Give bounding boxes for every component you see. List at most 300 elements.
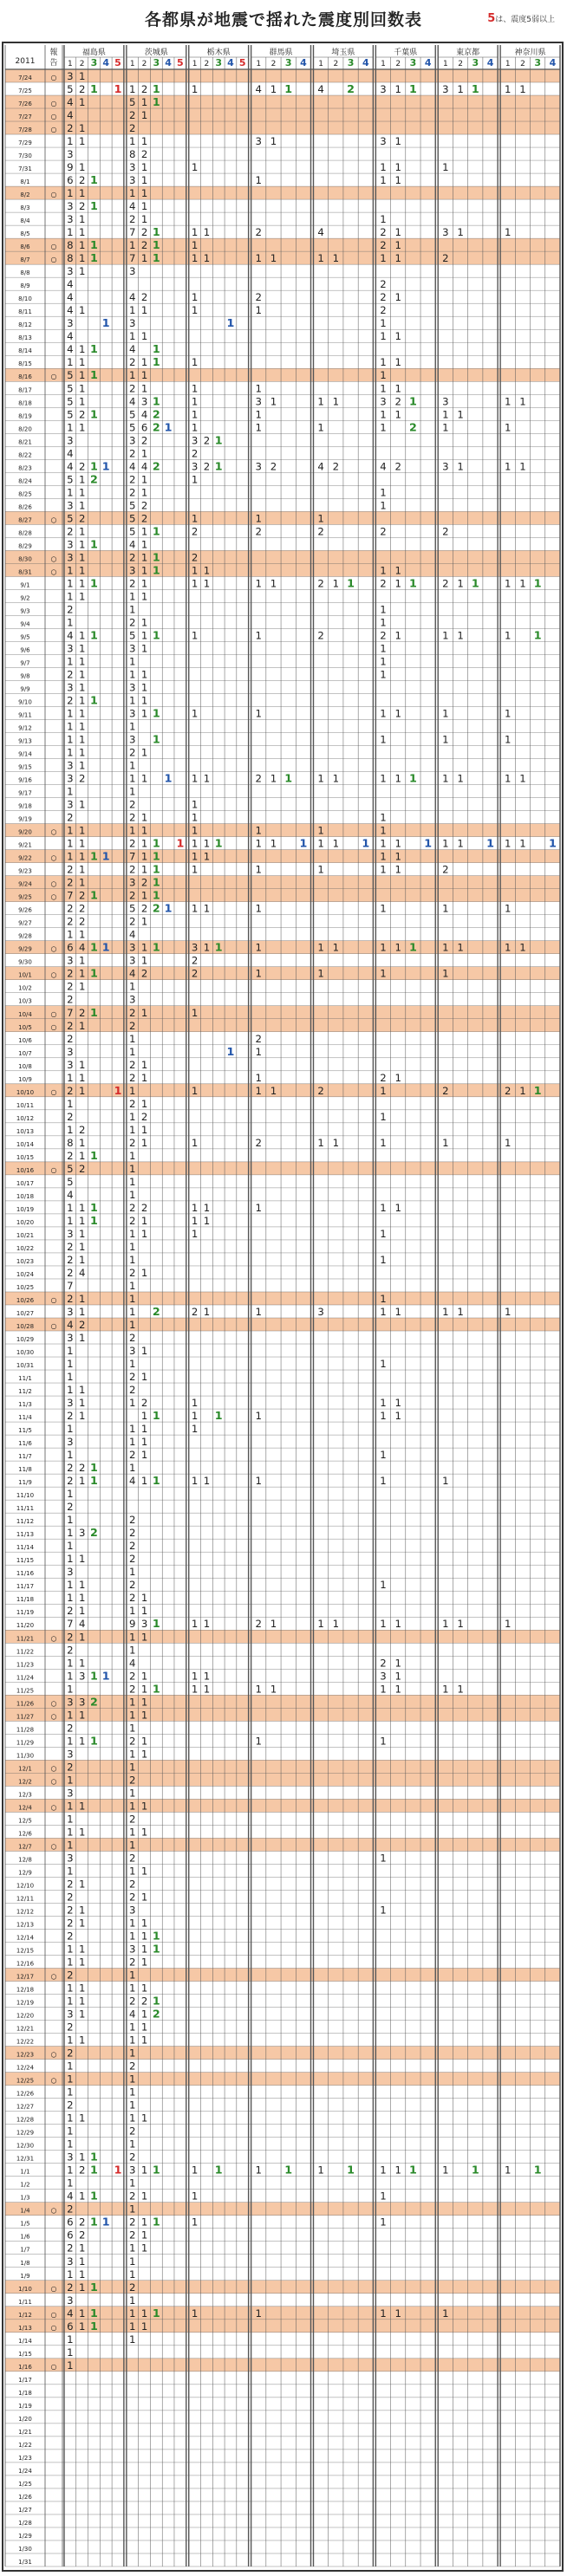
date-cell: 12/23 <box>16 2051 35 2059</box>
count-cell: 1 <box>424 836 433 850</box>
scale-header: 2 <box>141 60 147 68</box>
highlight-row <box>5 1773 560 1786</box>
count-cell: 1 <box>78 564 86 577</box>
count-cell: 1 <box>78 967 86 980</box>
count-cell: 1 <box>255 1683 262 1696</box>
count-cell: 1 <box>129 83 136 96</box>
count-cell: 1 <box>380 2307 387 2320</box>
count-cell: 1 <box>457 226 464 239</box>
scale-header: 4 <box>227 57 234 68</box>
count-cell: 1 <box>129 1917 136 1930</box>
count-cell: 1 <box>140 447 148 460</box>
count-cell: 1 <box>129 1800 136 1813</box>
date-cell: 1/4 <box>20 2207 30 2215</box>
count-cell: 1 <box>140 681 148 694</box>
count-cell: 1 <box>140 161 148 174</box>
count-cell: 1 <box>176 836 185 850</box>
count-cell: 1 <box>140 707 148 720</box>
count-cell: 3 <box>442 226 449 239</box>
count-cell: 1 <box>78 252 86 265</box>
count-cell: 1 <box>90 238 98 252</box>
count-cell: 5 <box>67 408 74 421</box>
count-cell: 1 <box>129 1045 136 1058</box>
count-cell: 1 <box>380 382 387 395</box>
count-cell: 1 <box>317 941 324 954</box>
count-cell: 2 <box>78 83 86 96</box>
highlight-row <box>5 1318 560 1331</box>
count-cell: 1 <box>140 1592 148 1605</box>
count-cell: 1 <box>140 1748 148 1761</box>
scale-header: 2 <box>458 60 463 68</box>
count-cell: 2 <box>67 902 74 915</box>
count-cell: 3 <box>317 1305 324 1318</box>
count-cell: 1 <box>129 1188 136 1201</box>
count-cell: 1 <box>67 1358 74 1371</box>
date-cell: 1/9 <box>20 2272 30 2280</box>
count-cell: 1 <box>152 706 160 720</box>
highlight-row <box>5 1630 560 1643</box>
count-cell: 1 <box>380 850 387 863</box>
count-cell: 4 <box>67 291 74 304</box>
date-cell: 12/6 <box>18 1830 32 1838</box>
scale-header: 1 <box>505 60 511 68</box>
date-cell: 1/10 <box>18 2285 32 2293</box>
count-cell: 1 <box>67 1865 74 1878</box>
date-cell: 12/30 <box>16 2142 35 2150</box>
count-cell: 1 <box>140 1214 148 1227</box>
count-cell: 1 <box>129 2021 136 2034</box>
date-cell: 10/15 <box>16 1153 35 1161</box>
count-cell: 1 <box>78 356 86 369</box>
count-cell: 1 <box>255 2307 262 2320</box>
count-cell: 1 <box>442 2307 449 2320</box>
count-cell: 7 <box>129 850 136 863</box>
count-cell: 2 <box>78 1319 86 1332</box>
count-cell: 2 <box>129 2216 136 2229</box>
count-cell: 2 <box>129 2229 136 2242</box>
count-cell: 5 <box>67 382 74 395</box>
scale-header: 3 <box>153 57 160 68</box>
count-cell: 1 <box>67 1813 74 1826</box>
count-cell: 1 <box>140 915 148 928</box>
count-cell: 1 <box>78 863 86 876</box>
count-cell: 1 <box>129 1123 136 1136</box>
date-cell: 12/13 <box>16 1921 35 1929</box>
legend-five-mark: 5 <box>487 12 496 25</box>
count-cell: 1 <box>140 2164 148 2177</box>
count-cell: 8 <box>129 148 136 161</box>
count-cell: 7 <box>67 1279 74 1292</box>
count-cell: 1 <box>101 849 110 863</box>
count-cell: 3 <box>129 876 136 889</box>
report-mark: ○ <box>50 1712 57 1721</box>
count-cell: 1 <box>255 1084 262 1097</box>
count-cell: 2 <box>129 1019 136 1032</box>
date-cell: 11/1 <box>18 1375 32 1383</box>
count-cell: 2 <box>129 213 136 226</box>
count-cell: 2 <box>191 1305 199 1318</box>
count-cell: 1 <box>442 629 449 642</box>
count-cell: 3 <box>67 1332 74 1345</box>
count-cell: 2 <box>140 1110 148 1123</box>
count-cell: 1 <box>203 577 211 590</box>
count-cell: 1 <box>317 863 324 876</box>
legend-note-text: は、震度5弱以上 <box>495 16 555 24</box>
count-cell: 1 <box>380 1110 387 1123</box>
count-cell: 1 <box>78 1982 86 1995</box>
count-cell: 1 <box>317 252 324 265</box>
count-cell: 2 <box>67 525 74 538</box>
count-cell: 1 <box>255 837 262 850</box>
count-cell: 1 <box>191 577 199 590</box>
date-cell: 10/18 <box>16 1192 35 1200</box>
count-cell: 1 <box>191 304 199 317</box>
date-cell: 9/22 <box>18 854 32 862</box>
report-mark: ○ <box>50 2050 57 2059</box>
date-cell: 1/12 <box>18 2311 32 2319</box>
highlight-row <box>5 108 560 121</box>
count-cell: 1 <box>191 252 199 265</box>
count-cell: 4 <box>317 83 324 96</box>
count-cell: 1 <box>90 576 98 590</box>
count-cell: 1 <box>78 1735 86 1748</box>
count-cell: 1 <box>214 2163 223 2177</box>
count-cell: 5 <box>67 473 74 486</box>
count-cell: 1 <box>78 850 86 863</box>
count-cell: 1 <box>140 200 148 213</box>
count-cell: 1 <box>67 2177 74 2190</box>
count-cell: 1 <box>394 1657 401 1670</box>
count-cell: 3 <box>129 564 136 577</box>
count-cell: 4 <box>67 330 74 343</box>
count-cell: 1 <box>67 590 74 603</box>
count-cell: 1 <box>129 2099 136 2112</box>
count-cell: 2 <box>67 2242 74 2255</box>
count-cell: 1 <box>114 2163 122 2177</box>
count-cell: 2 <box>347 82 355 96</box>
count-cell: 1 <box>394 941 401 954</box>
count-cell: 1 <box>152 342 160 356</box>
report-mark: ○ <box>50 1087 57 1096</box>
count-cell: 1 <box>67 707 74 720</box>
count-cell: 6 <box>67 174 74 187</box>
count-cell: 1 <box>129 2034 136 2047</box>
date-cell: 10/28 <box>16 1323 35 1331</box>
count-cell: 1 <box>78 837 86 850</box>
date-cell: 11/30 <box>16 1752 35 1760</box>
count-cell: 9 <box>129 1618 136 1631</box>
count-cell: 3 <box>67 2008 74 2021</box>
count-cell: 5 <box>67 369 74 382</box>
report-mark: ○ <box>50 2076 57 2085</box>
count-cell: 2 <box>129 382 136 395</box>
date-cell: 1/22 <box>18 2441 32 2449</box>
count-cell: 1 <box>255 863 262 876</box>
date-cell: 11/10 <box>16 1492 35 1500</box>
count-cell: 1 <box>394 1071 401 1084</box>
date-cell: 1/21 <box>18 2428 32 2436</box>
count-cell: 1 <box>191 291 199 304</box>
scale-header: 4 <box>549 57 557 68</box>
date-cell: 1/18 <box>18 2389 32 2397</box>
scale-header: 4 <box>102 57 110 68</box>
count-cell: 1 <box>214 940 223 954</box>
count-cell: 6 <box>67 2229 74 2242</box>
date-cell: 9/9 <box>20 685 30 693</box>
count-cell: 1 <box>67 655 74 668</box>
count-cell: 1 <box>255 304 262 317</box>
count-cell: 1 <box>140 1891 148 1904</box>
count-cell: 2 <box>380 1657 387 1670</box>
date-cell: 1/14 <box>18 2337 32 2345</box>
prefecture-name: 東京都 <box>456 49 480 57</box>
report-mark: ○ <box>50 1634 57 1643</box>
count-cell: 1 <box>129 603 136 616</box>
count-cell: 1 <box>129 2294 136 2307</box>
count-cell: 1 <box>78 746 86 759</box>
count-cell: 2 <box>78 915 86 928</box>
date-cell: 8/15 <box>18 360 32 368</box>
count-cell: 2 <box>129 577 136 590</box>
scale-header: 4 <box>362 57 369 68</box>
count-cell: 1 <box>380 1579 387 1592</box>
date-cell: 9/20 <box>18 828 32 836</box>
date-cell: 9/29 <box>18 945 32 953</box>
count-cell: 1 <box>140 1670 148 1683</box>
count-cell: 1 <box>140 382 148 395</box>
count-cell: 1 <box>67 564 74 577</box>
count-cell: 1 <box>380 811 387 824</box>
count-cell: 1 <box>67 2086 74 2099</box>
count-cell: 1 <box>191 1227 199 1240</box>
date-cell: 9/11 <box>18 711 32 719</box>
count-cell: 2 <box>67 2021 74 2034</box>
count-cell: 1 <box>152 2215 160 2229</box>
count-cell: 1 <box>152 1682 160 1696</box>
count-cell: 3 <box>129 2164 136 2177</box>
count-cell: 1 <box>78 694 86 707</box>
count-cell: 1 <box>152 888 160 902</box>
count-cell: 3 <box>129 733 136 746</box>
count-cell: 1 <box>90 1461 98 1475</box>
date-cell: 1/7 <box>20 2246 30 2254</box>
count-cell: 1 <box>203 850 211 863</box>
count-cell: 1 <box>380 369 387 382</box>
count-cell: 1 <box>255 512 262 525</box>
count-cell: 2 <box>67 915 74 928</box>
count-cell: 1 <box>90 1005 98 1019</box>
count-cell: 1 <box>380 421 387 434</box>
count-cell: 1 <box>129 1787 136 1800</box>
count-cell: 3 <box>67 1748 74 1761</box>
count-cell: 1 <box>226 316 235 330</box>
count-cell: 1 <box>140 772 148 785</box>
count-cell: 1 <box>380 1253 387 1266</box>
date-cell: 11/16 <box>16 1570 35 1578</box>
count-cell: 1 <box>409 394 417 408</box>
date-cell: 9/1 <box>20 581 30 589</box>
count-cell: 4 <box>129 395 136 408</box>
count-cell: 2 <box>129 616 136 629</box>
count-cell: 3 <box>67 317 74 330</box>
count-cell: 1 <box>67 928 74 941</box>
count-cell: 1 <box>90 628 98 642</box>
date-cell: 12/15 <box>16 1947 35 1955</box>
count-cell: 2 <box>129 1735 136 1748</box>
count-cell: 1 <box>152 875 160 889</box>
count-cell: 1 <box>78 1240 86 1253</box>
scale-header: 1 <box>381 60 386 68</box>
count-cell: 1 <box>78 1657 86 1670</box>
count-cell: 1 <box>129 369 136 382</box>
count-cell: 1 <box>78 1332 86 1345</box>
date-cell: 8/28 <box>18 529 32 537</box>
count-cell: 1 <box>78 720 86 733</box>
date-cell: 8/20 <box>18 425 32 433</box>
count-cell: 1 <box>90 82 98 96</box>
highlight-row <box>5 95 560 108</box>
count-cell: 4 <box>67 278 74 291</box>
count-cell: 3 <box>442 395 449 408</box>
count-cell: 4 <box>129 538 136 551</box>
count-cell: 2 <box>78 512 86 525</box>
count-cell: 1 <box>255 941 262 954</box>
count-cell: 1 <box>332 772 340 785</box>
count-cell: 1 <box>486 836 494 850</box>
count-cell: 1 <box>129 720 136 733</box>
report-mark: ○ <box>50 853 57 862</box>
date-cell: 8/12 <box>18 321 32 329</box>
date-cell: 10/11 <box>16 1101 35 1109</box>
count-cell: 2 <box>380 239 387 252</box>
count-cell: 1 <box>140 2034 148 2047</box>
count-cell: 2 <box>129 447 136 460</box>
date-cell: 11/19 <box>16 1609 35 1617</box>
count-cell: 1 <box>129 1423 136 1436</box>
report-mark: ○ <box>50 2310 57 2319</box>
count-cell: 5 <box>129 902 136 915</box>
count-cell: 1 <box>140 2190 148 2203</box>
count-cell: 1 <box>457 941 464 954</box>
count-cell: 1 <box>129 1722 136 1735</box>
count-cell: 1 <box>152 82 160 96</box>
highlight-row <box>5 1084 560 1097</box>
date-cell: 7/31 <box>18 165 32 173</box>
count-cell: 1 <box>140 850 148 863</box>
count-cell: 1 <box>78 1384 86 1397</box>
count-cell: 1 <box>67 2112 74 2125</box>
scale-header: 5 <box>114 57 121 68</box>
count-cell: 1 <box>191 1006 199 1019</box>
count-cell: 1 <box>505 941 512 954</box>
count-cell: 1 <box>533 1083 542 1097</box>
count-cell: 1 <box>129 2203 136 2216</box>
count-cell: 1 <box>380 174 387 187</box>
count-cell: 1 <box>140 1227 148 1240</box>
date-cell: 8/2 <box>20 191 30 199</box>
count-cell: 1 <box>152 355 160 369</box>
count-cell: 1 <box>140 1826 148 1839</box>
count-cell: 1 <box>90 368 98 382</box>
count-cell: 1 <box>129 980 136 993</box>
count-cell: 2 <box>129 2060 136 2073</box>
count-cell: 3 <box>67 551 74 564</box>
count-cell: 1 <box>67 135 74 148</box>
date-cell: 12/24 <box>16 2064 35 2072</box>
count-cell: 1 <box>505 226 512 239</box>
count-cell: 2 <box>317 1084 324 1097</box>
count-cell: 1 <box>90 966 98 980</box>
count-cell: 1 <box>394 356 401 369</box>
count-cell: 2 <box>129 1006 136 1019</box>
count-cell: 1 <box>140 1930 148 1943</box>
count-cell: 1 <box>140 486 148 499</box>
date-cell: 9/7 <box>20 659 30 667</box>
count-cell: 1 <box>442 421 449 434</box>
count-cell: 3 <box>255 460 262 473</box>
count-cell: 1 <box>78 382 86 395</box>
count-cell: 1 <box>380 1683 387 1696</box>
date-cell: 11/15 <box>16 1557 35 1565</box>
count-cell: 1 <box>255 1071 262 1084</box>
count-cell: 1 <box>442 161 449 174</box>
date-cell: 9/28 <box>18 932 32 940</box>
count-cell: 1 <box>67 1488 74 1501</box>
count-cell: 1 <box>78 525 86 538</box>
count-cell: 1 <box>284 82 293 96</box>
count-cell: 2 <box>67 876 74 889</box>
count-cell: 2 <box>78 1462 86 1475</box>
count-cell: 1 <box>78 1553 86 1566</box>
date-cell: 11/12 <box>16 1518 35 1526</box>
count-cell: 1 <box>317 1136 324 1149</box>
count-cell: 2 <box>78 889 86 902</box>
count-cell: 2 <box>380 226 387 239</box>
count-cell: 1 <box>152 836 160 850</box>
count-cell: 1 <box>140 174 148 187</box>
count-cell: 1 <box>152 394 160 408</box>
count-cell: 2 <box>67 1501 74 1514</box>
count-cell: 1 <box>129 2112 136 2125</box>
count-cell: 1 <box>380 668 387 681</box>
count-cell: 1 <box>442 408 449 421</box>
count-cell: 1 <box>152 1409 160 1423</box>
count-cell: 2 <box>67 1722 74 1735</box>
count-cell: 1 <box>129 135 136 148</box>
count-cell: 1 <box>129 772 136 785</box>
count-cell: 1 <box>471 2163 479 2177</box>
count-cell: 1 <box>380 603 387 616</box>
count-cell: 1 <box>129 2242 136 2255</box>
count-cell: 1 <box>191 1683 199 1696</box>
count-cell: 1 <box>78 395 86 408</box>
count-cell: 2 <box>140 1201 148 1214</box>
count-cell: 1 <box>394 161 401 174</box>
count-cell: 1 <box>394 174 401 187</box>
count-cell: 1 <box>394 850 401 863</box>
count-cell: 1 <box>519 1084 526 1097</box>
count-cell: 1 <box>191 707 199 720</box>
date-cell: 9/16 <box>18 776 32 784</box>
count-cell: 1 <box>78 2008 86 2021</box>
count-cell: 1 <box>78 642 86 655</box>
count-cell: 1 <box>214 433 223 447</box>
count-cell: 1 <box>317 395 324 408</box>
count-cell: 2 <box>78 1006 86 1019</box>
count-cell: 1 <box>90 537 98 551</box>
count-cell: 1 <box>140 746 148 759</box>
count-cell: 1 <box>270 395 277 408</box>
